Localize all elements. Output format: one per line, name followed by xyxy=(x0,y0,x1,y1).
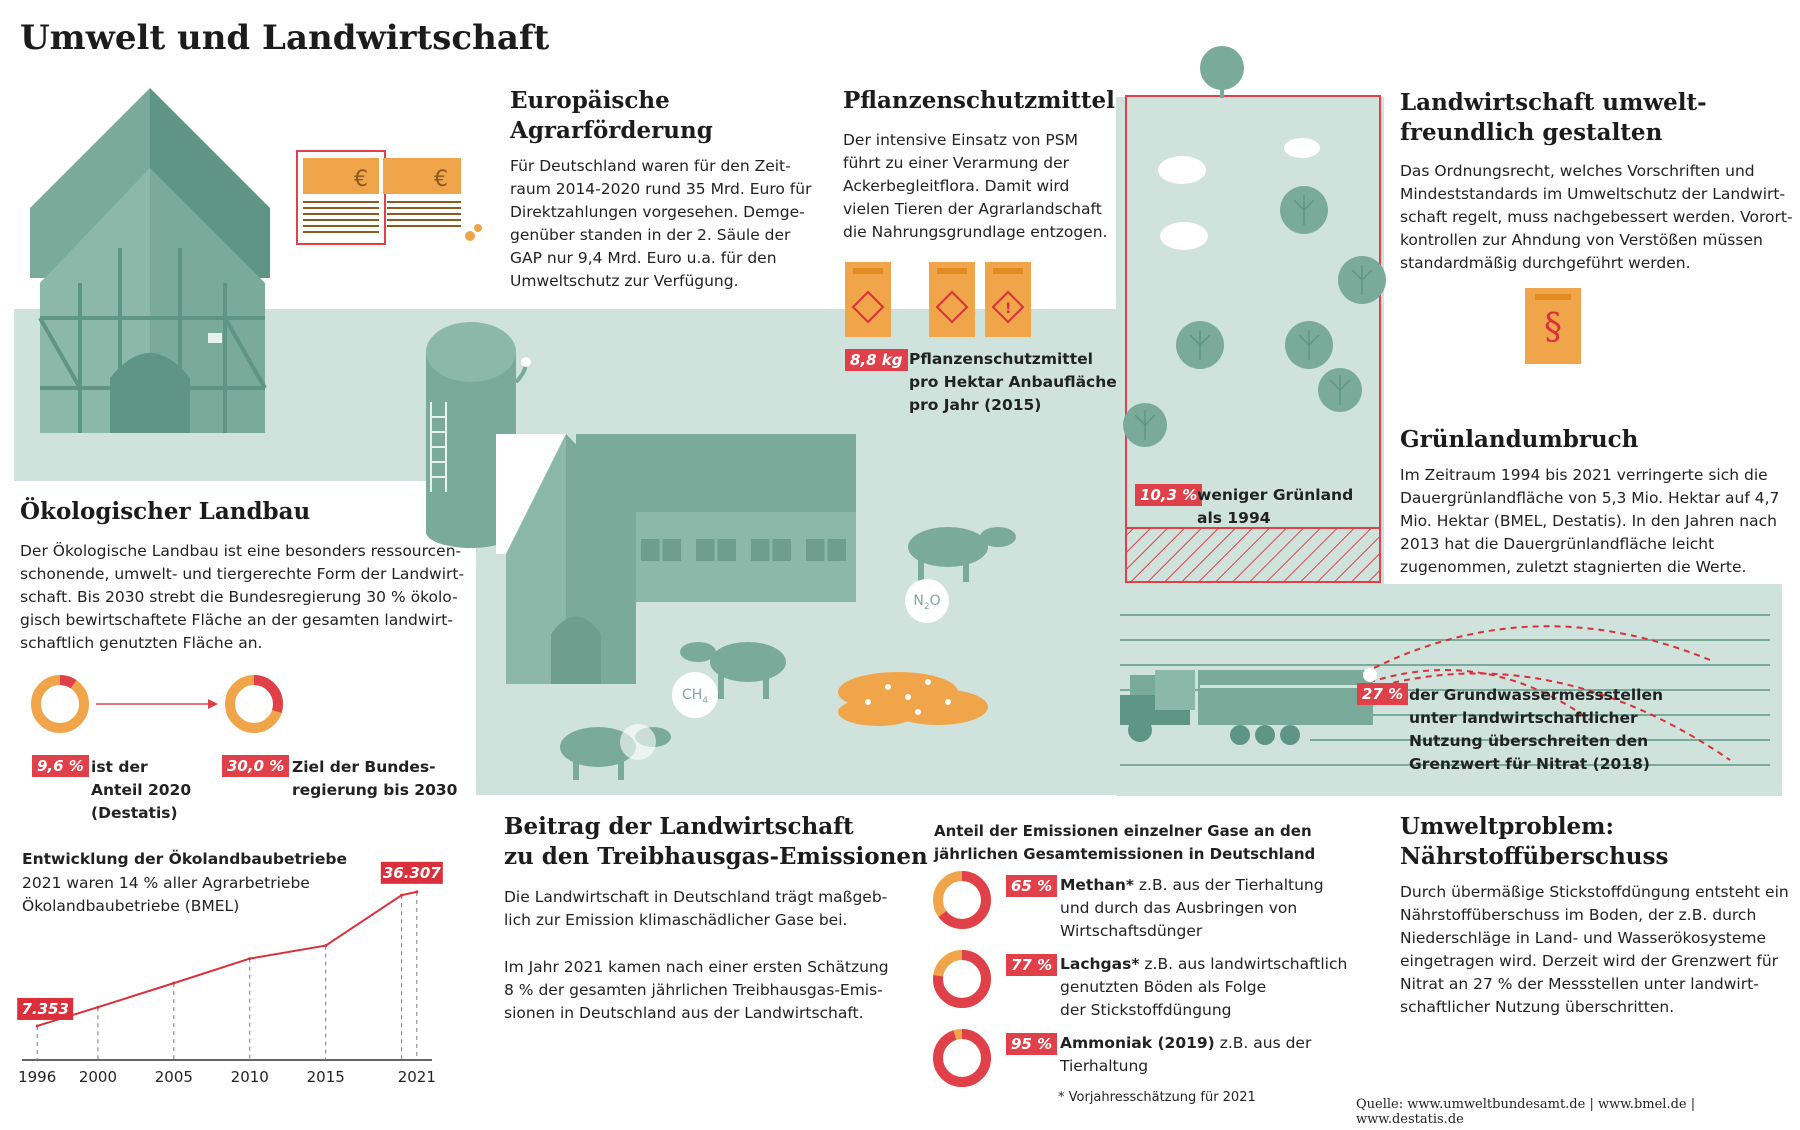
gase-title: Anteil der Emissionen einzelner Gase an den jährlichen Gesamtemissionen in Deutschland xyxy=(934,822,1316,863)
data-point xyxy=(324,944,327,947)
data-point xyxy=(248,957,251,960)
naehrstoff-title xyxy=(1400,812,1668,872)
psm-label: Pflanzenschutzmittel pro Hektar Anbaufläche pro Jahr (2015) xyxy=(909,350,1117,414)
cows-illustration xyxy=(548,522,1168,782)
psm-title: Pflanzenschutzmittel xyxy=(843,87,1115,114)
gas-description: Lachgas* z.B. aus landwirtschaftlich genutzten Böden als Folge der Stickstoffdüngung xyxy=(1060,955,1348,1019)
agrar-title xyxy=(510,86,713,146)
agrar-title-line2: Agrarförderung xyxy=(510,117,713,144)
ch4-sub: 4 xyxy=(702,695,709,706)
n2o-sub: 2 xyxy=(923,601,930,612)
n2o-label-o: O xyxy=(929,593,941,609)
umweltfreundlich-text: Das Ordnungsrecht, welches Vorschriften und Mindeststandards im Umweltschutz der Landwirt- schaft regelt, muss nachgebessert werden. Vorort- kontrollen zur Ahndung von Verstößen müssen standardmäßig durchgeführt werden. xyxy=(1400,162,1793,272)
oeko-donut-2020-track xyxy=(36,680,84,728)
gas-donut-1 xyxy=(938,955,986,1003)
psm-text: Der intensive Einsatz von PSM führt zu einer Verarmung der Ackerbegleitflora. Damit wird vielen Tieren der Agrarlandschaft die Nahrungsgrundlage entzogen. xyxy=(843,131,1108,241)
gas-badge: 65 % xyxy=(1006,875,1057,897)
gas-badge: 95 % xyxy=(1006,1033,1057,1055)
x-tick-label: 2000 xyxy=(78,1068,118,1086)
oeko-arrow-head xyxy=(208,699,218,709)
gruenland-badge: 10,3 % xyxy=(1135,484,1202,506)
paragraph-symbol: § xyxy=(1544,307,1562,348)
euro-banknotes-icon xyxy=(296,150,486,250)
x-tick-label: 2021 xyxy=(397,1068,436,1086)
ch4-bubble xyxy=(672,672,718,718)
umweltfreundlich-title-line1: Landwirtschaft umwelt- xyxy=(1400,89,1707,116)
data-point xyxy=(36,1024,39,1027)
data-point xyxy=(172,982,175,985)
umweltfreundlich-title xyxy=(1400,88,1707,148)
gase-footnote: * Vorjahresschätzung für 2021 xyxy=(1058,1090,1256,1105)
treibhaus-text-2: Im Jahr 2021 kamen nach einer ersten Schätzung 8 % der gesamten jährlichen Treibhausgas-Emis- sionen in Deutschland aus der Landwirtschaft. xyxy=(504,958,889,1022)
gas-name: Ammoniak (2019) xyxy=(1060,1034,1215,1052)
gas-name: Methan* xyxy=(1060,876,1134,894)
ch4-label: CH xyxy=(681,687,703,703)
oeko-badge-2030: 30,0 % xyxy=(222,755,289,777)
grundwasser-badge: 27 % xyxy=(1357,683,1408,705)
x-tick-label: 1996 xyxy=(18,1068,57,1086)
treibhaus-title-line2: zu den Treibhausgas-Emissionen xyxy=(504,843,928,870)
psm-badge: 8,8 kg xyxy=(845,349,908,371)
svg-text:€: € xyxy=(354,167,368,192)
naehrstoff-title-line1: Umweltproblem: xyxy=(1400,813,1615,840)
treibhaus-text-1: Die Landwirtschaft in Deutschland trägt maßgeb- lich zur Emission klimaschädlicher Gase bei. xyxy=(504,888,888,929)
treibhaus-title-line1: Beitrag der Landwirtschaft xyxy=(504,813,854,840)
paragraph-law-icon xyxy=(1525,288,1581,364)
gas-donut-2 xyxy=(938,1034,986,1082)
treibhaus-title xyxy=(504,812,928,872)
oeko-title: Ökologischer Landbau xyxy=(20,498,311,525)
source-line: Quelle: www.umweltbundesamt.de | www.bmel.de | www.destatis.de xyxy=(1356,1097,1696,1127)
n2o-label-n: N xyxy=(913,593,924,609)
x-tick-label: 2010 xyxy=(230,1068,269,1086)
n2o-bubble xyxy=(905,579,949,623)
oekolandbau-line-chart xyxy=(0,845,440,1085)
data-point xyxy=(96,1006,99,1009)
oeko-donuts xyxy=(28,672,298,752)
series-line xyxy=(37,892,417,1026)
gas-donut-0 xyxy=(938,876,986,924)
naehrstoff-title-line2: Nährstoffüberschuss xyxy=(1400,843,1669,870)
gas-name: Lachgas* xyxy=(1060,955,1140,973)
x-tick-label: 2015 xyxy=(306,1068,345,1086)
oeko-label-2030: Ziel der Bundes- regierung bis 2030 xyxy=(292,758,458,799)
data-label: 7.353 xyxy=(21,999,69,1018)
svg-text:€: € xyxy=(434,167,448,192)
oeko-text: Der Ökologische Landbau ist eine besonders ressourcen- schonende, umwelt- und tiergerechte Form der Landwirt- schaft. Bis 2030 strebt die Bundesregierung 30 % ökolo- gisch bewirtschaftete Fläche an der gesamten landwirt- schaftlich genutzten Fläche an. xyxy=(20,542,465,652)
oeko-badge-2020: 9,6 % xyxy=(32,755,89,777)
oeko-label-2020: ist der Anteil 2020 (Destatis) xyxy=(91,758,192,822)
grundwasser-label: der Grundwassermessstellen unter landwirtschaftlicher Nutzung überschreiten den Grenzwert für Nitrat (2018) xyxy=(1409,686,1664,773)
gas-description: Ammoniak (2019) z.B. aus der Tierhaltung xyxy=(1060,1034,1312,1075)
gas-donuts xyxy=(928,872,998,1102)
svg-text:!: ! xyxy=(1005,301,1012,317)
gruenland-title: Grünlandumbruch xyxy=(1400,426,1639,453)
chart-subtitle: 2021 waren 14 % aller Agrarbetriebe Ökolandbaubetriebe (BMEL) xyxy=(22,874,310,915)
data-point xyxy=(400,894,403,897)
oeko-donut-2030 xyxy=(230,680,278,728)
data-point xyxy=(415,890,418,893)
data-label: 36.307 xyxy=(382,863,441,882)
oeko-donut-2020 xyxy=(36,680,84,728)
agrar-title-line1: Europäische xyxy=(510,87,670,114)
naehrstoff-text: Durch übermäßige Stickstoffdüngung entsteht ein Nährstoffüberschuss im Boden, der z.B. durch Niederschläge in Land- und Wasserökosysteme eingetragen wird. Derzeit wird der Grenzwert für Nitrat an 27 % der Messstellen unter landwirt- schaftlicher Nutzung überschritten. xyxy=(1400,883,1789,1016)
umweltfreundlich-title-line2: freundlich gestalten xyxy=(1400,119,1663,146)
gas-description: Methan* z.B. aus der Tierhaltung und durch das Ausbringen von Wirtschaftsdünger xyxy=(1060,876,1324,940)
x-tick-label: 2005 xyxy=(154,1068,193,1086)
farmhouse-illustration xyxy=(30,88,310,448)
pesticide-containers-icon xyxy=(845,262,1045,342)
gruenland-label: weniger Grünland als 1994 xyxy=(1197,486,1354,527)
gas-donut-2-share xyxy=(938,1034,986,1082)
gas-badge: 77 % xyxy=(1006,954,1057,976)
chart-title: Entwicklung der Ökolandbaubetriebe xyxy=(22,850,347,868)
page-title: Umwelt und Landwirtschaft xyxy=(20,18,550,58)
agrar-text: Für Deutschland waren für den Zeit- raum 2014-2020 rund 35 Mrd. Euro für Direktzahlungen vorgesehen. Demge- genüber standen in der 2. Säule der GAP nur 9,4 Mrd. Euro u.a. für den Umweltschutz zur Verfügung. xyxy=(510,157,812,290)
gruenland-text: Im Zeitraum 1994 bis 2021 verringerte sich die Dauergrünlandfläche von 5,3 Mio. Hektar auf 4,7 Mio. Hektar (BMEL, Destatis). In den Jahren nach 2013 hat die Dauergrünlandfläche leicht zugenommen, zuletzt stagnierten die Werte. xyxy=(1400,466,1780,576)
